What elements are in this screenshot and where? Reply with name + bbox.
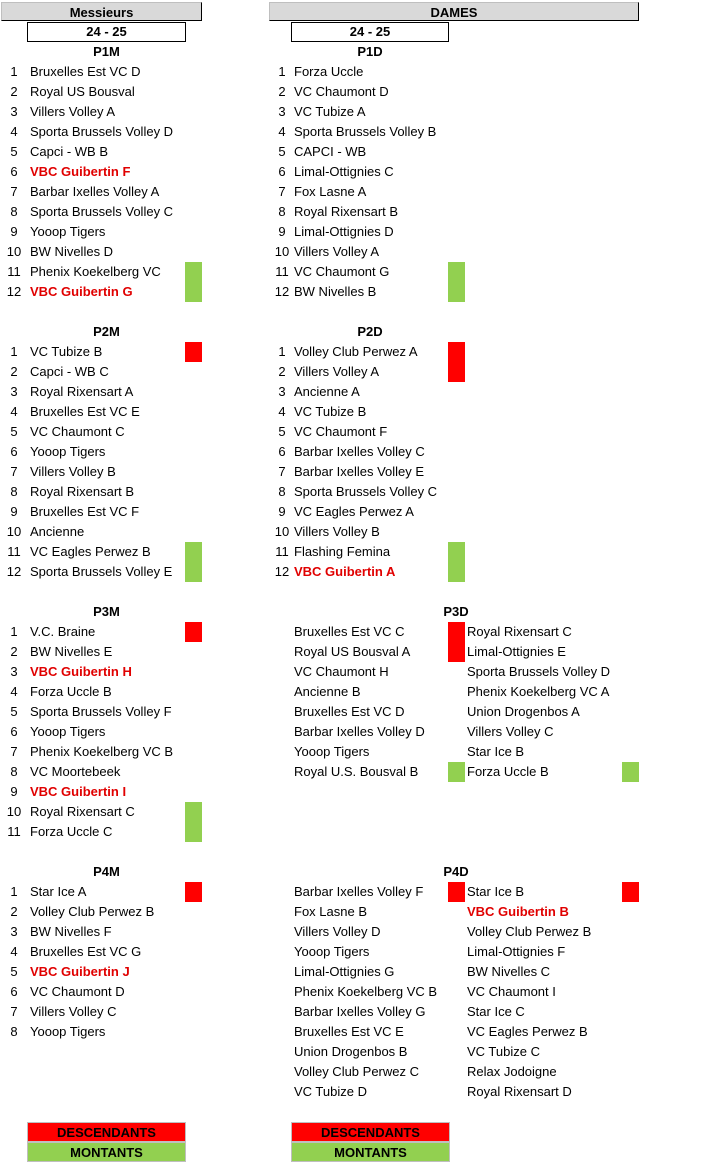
team-name: VBC Guibertin J: [30, 964, 130, 979]
team-name: Bruxelles Est VC E: [30, 404, 140, 419]
team-name: Fox Lasne B: [294, 904, 367, 919]
team-name: Barbar Ixelles Volley C: [294, 444, 425, 459]
team-name: Sporta Brussels Volley D: [467, 664, 611, 679]
team-name: Bruxelles Est VC F: [30, 504, 140, 519]
team-name: Limal-Ottignies F: [467, 944, 566, 959]
team-rank: 4: [10, 124, 18, 139]
team-name: VC Tubize C: [467, 1044, 540, 1059]
team-name: Bruxelles Est VC E: [294, 1024, 404, 1039]
team-name: Volley Club Perwez B: [30, 904, 155, 919]
team-name: Star Ice B: [467, 744, 525, 759]
promotion-marker: [448, 262, 465, 302]
team-name: Villers Volley A: [294, 364, 380, 379]
team-name: Forza Uccle B: [467, 764, 549, 779]
league-title-p2d: P2D: [357, 324, 383, 339]
team-name: Phenix Koekelberg VC A: [467, 684, 610, 699]
team-rank: 6: [278, 444, 286, 459]
team-rank: 3: [10, 924, 18, 939]
team-name: Capci - WB B: [30, 144, 109, 159]
team-name: Barbar Ixelles Volley A: [30, 184, 160, 199]
team-name: VC Tubize B: [294, 404, 367, 419]
team-name: Ancienne B: [294, 684, 361, 699]
team-rank: 6: [278, 164, 286, 179]
team-name: VC Chaumont G: [294, 264, 390, 279]
team-rank: 4: [10, 944, 18, 959]
team-rank: 2: [278, 84, 286, 99]
team-rank: 1: [278, 64, 286, 79]
team-name: Sporta Brussels Volley F: [30, 704, 172, 719]
team-rank: 11: [7, 824, 21, 839]
team-rank: 4: [278, 124, 286, 139]
promotion-marker: [622, 762, 639, 782]
team-rank: 7: [10, 464, 18, 479]
team-rank: 12: [274, 564, 290, 579]
team-name: Limal-Ottignies G: [294, 964, 395, 979]
league-title-p4m: P4M: [93, 864, 120, 879]
team-name: Star Ice C: [467, 1004, 525, 1019]
team-rank: 3: [278, 104, 286, 119]
legend-descendants: DESCENDANTS: [291, 1122, 450, 1142]
team-rank: 7: [10, 184, 18, 199]
team-rank: 8: [278, 484, 286, 499]
team-rank: 10: [6, 524, 22, 539]
team-rank: 1: [278, 344, 286, 359]
team-rank: 11: [275, 264, 289, 279]
team-name: Yooop Tigers: [30, 724, 106, 739]
team-rank: 9: [10, 504, 18, 519]
team-rank: 1: [10, 344, 18, 359]
team-name: VC Eagles Perwez B: [30, 544, 151, 559]
team-rank: 6: [10, 444, 18, 459]
team-name: Limal-Ottignies C: [294, 164, 394, 179]
team-name: Yooop Tigers: [30, 224, 106, 239]
team-rank: 10: [6, 244, 22, 259]
team-name: VC Chaumont H: [294, 664, 389, 679]
team-name: VC Chaumont I: [467, 984, 556, 999]
team-name: VBC Guibertin B: [467, 904, 569, 919]
league-title-p3d: P3D: [443, 604, 469, 619]
team-rank: 2: [10, 364, 18, 379]
team-name: Volley Club Perwez A: [294, 344, 418, 359]
team-name: Flashing Femina: [294, 544, 391, 559]
relegation-marker: [622, 882, 639, 902]
team-rank: 6: [10, 724, 18, 739]
team-name: Villers Volley B: [30, 464, 116, 479]
team-name: Yooop Tigers: [30, 444, 106, 459]
team-name: Forza Uccle: [294, 64, 364, 79]
team-name: Phenix Koekelberg VC: [30, 264, 161, 279]
team-rank: 5: [10, 144, 18, 159]
team-name: Bruxelles Est VC C: [294, 624, 405, 639]
team-rank: 4: [278, 404, 286, 419]
team-name: VBC Guibertin H: [30, 664, 132, 679]
team-rank: 2: [10, 904, 18, 919]
team-name: Star Ice A: [30, 884, 87, 899]
team-name: Volley Club Perwez B: [467, 924, 592, 939]
team-rank: 8: [10, 1024, 18, 1039]
team-name: CAPCI - WB: [294, 144, 367, 159]
team-name: Bruxelles Est VC D: [30, 64, 141, 79]
team-name: Barbar Ixelles Volley D: [294, 724, 425, 739]
team-name: Yooop Tigers: [30, 1024, 106, 1039]
team-name: Limal-Ottignies D: [294, 224, 394, 239]
league-title-p2m: P2M: [93, 324, 120, 339]
team-name: Barbar Ixelles Volley G: [294, 1004, 426, 1019]
team-name: BW Nivelles B: [294, 284, 377, 299]
team-rank: 7: [278, 184, 286, 199]
team-name: Sporta Brussels Volley D: [30, 124, 174, 139]
team-name: Villers Volley A: [294, 244, 380, 259]
team-name: Sporta Brussels Volley B: [294, 124, 437, 139]
team-name: Star Ice B: [467, 884, 525, 899]
promotion-marker: [185, 542, 202, 582]
team-name: VBC Guibertin I: [30, 784, 127, 799]
team-name: BW Nivelles D: [30, 244, 114, 259]
team-name: VC Chaumont C: [30, 424, 125, 439]
team-rank: 9: [10, 224, 18, 239]
team-rank: 5: [10, 964, 18, 979]
team-name: VBC Guibertin F: [30, 164, 131, 179]
team-rank: 8: [278, 204, 286, 219]
team-name: Yooop Tigers: [294, 944, 370, 959]
team-rank: 5: [10, 704, 18, 719]
team-rank: 4: [10, 404, 18, 419]
team-rank: 11: [7, 264, 21, 279]
team-rank: 1: [10, 64, 18, 79]
legend-descendants: DESCENDANTS: [27, 1122, 186, 1142]
team-name: VC Eagles Perwez A: [294, 504, 414, 519]
team-rank: 6: [10, 984, 18, 999]
team-name: Royal Rixensart C: [30, 804, 135, 819]
team-rank: 3: [10, 104, 18, 119]
team-rank: 8: [10, 204, 18, 219]
team-name: VC Tubize D: [294, 1084, 367, 1099]
relegation-marker: [448, 622, 465, 662]
team-name: Villers Volley A: [30, 104, 116, 119]
team-name: VC Chaumont F: [294, 424, 388, 439]
team-name: Royal Rixensart D: [467, 1084, 572, 1099]
team-name: Villers Volley C: [30, 1004, 117, 1019]
team-name: Bruxelles Est VC G: [30, 944, 142, 959]
team-name: BW Nivelles E: [30, 644, 113, 659]
league-title-p4d: P4D: [443, 864, 469, 879]
league-title-p3m: P3M: [93, 604, 120, 619]
team-rank: 10: [274, 524, 290, 539]
team-rank: 3: [10, 664, 18, 679]
season-women: 24 - 25: [291, 22, 449, 42]
team-name: Phenix Koekelberg VC B: [294, 984, 438, 999]
relegation-marker: [448, 342, 465, 382]
team-rank: 10: [6, 804, 22, 819]
team-rank: 1: [10, 624, 18, 639]
team-rank: 2: [10, 84, 18, 99]
team-name: Barbar Ixelles Volley F: [294, 884, 424, 899]
team-rank: 7: [10, 744, 18, 759]
team-name: Royal Rixensart B: [294, 204, 399, 219]
team-rank: 11: [7, 544, 21, 559]
team-rank: 10: [274, 244, 290, 259]
team-name: Union Drogenbos B: [294, 1044, 408, 1059]
team-name: Villers Volley D: [294, 924, 381, 939]
team-rank: 4: [10, 684, 18, 699]
team-rank: 12: [274, 284, 290, 299]
team-rank: 7: [10, 1004, 18, 1019]
team-name: Ancienne: [30, 524, 85, 539]
team-name: Union Drogenbos A: [467, 704, 580, 719]
team-rank: 5: [278, 424, 286, 439]
promotion-marker: [185, 262, 202, 302]
team-name: VBC Guibertin A: [294, 564, 396, 579]
team-name: BW Nivelles C: [467, 964, 551, 979]
team-rank: 9: [278, 224, 286, 239]
team-name: Royal Rixensart A: [30, 384, 134, 399]
team-rank: 1: [10, 884, 18, 899]
team-name: Forza Uccle B: [30, 684, 112, 699]
team-name: Royal Rixensart C: [467, 624, 572, 639]
team-name: Villers Volley B: [294, 524, 380, 539]
team-name: Royal Rixensart B: [30, 484, 135, 499]
season-men: 24 - 25: [27, 22, 186, 42]
team-name: Fox Lasne A: [294, 184, 367, 199]
league-title-p1m: P1M: [93, 44, 120, 59]
team-name: Barbar Ixelles Volley E: [294, 464, 425, 479]
team-name: VC Tubize A: [294, 104, 366, 119]
legend-montants: MONTANTS: [27, 1142, 186, 1162]
team-rank: 8: [10, 484, 18, 499]
team-name: Villers Volley C: [467, 724, 554, 739]
team-rank: 11: [275, 544, 289, 559]
relegation-marker: [185, 622, 202, 642]
team-name: Royal US Bousval A: [294, 644, 411, 659]
team-rank: 12: [6, 564, 22, 579]
team-rank: 9: [278, 504, 286, 519]
promotion-marker: [448, 542, 465, 582]
team-name: BW Nivelles F: [30, 924, 112, 939]
team-name: Royal U.S. Bousval B: [294, 764, 419, 779]
team-rank: 12: [6, 284, 22, 299]
women-header: DAMES: [269, 2, 639, 21]
team-rank: 2: [278, 364, 286, 379]
legend-montants: MONTANTS: [291, 1142, 450, 1162]
team-name: VC Eagles Perwez B: [467, 1024, 588, 1039]
team-rank: 3: [278, 384, 286, 399]
team-rank: 5: [10, 424, 18, 439]
team-name: Royal US Bousval: [30, 84, 135, 99]
team-name: Sporta Brussels Volley C: [30, 204, 174, 219]
team-name: Yooop Tigers: [294, 744, 370, 759]
team-rank: 2: [10, 644, 18, 659]
promotion-marker: [448, 762, 465, 782]
team-name: Phenix Koekelberg VC B: [30, 744, 174, 759]
team-rank: 8: [10, 764, 18, 779]
relegation-marker: [185, 882, 202, 902]
team-name: VC Chaumont D: [30, 984, 125, 999]
team-rank: 7: [278, 464, 286, 479]
relegation-marker: [185, 342, 202, 362]
promotion-marker: [185, 802, 202, 842]
team-rank: 3: [10, 384, 18, 399]
team-name: Capci - WB C: [30, 364, 109, 379]
team-rank: 6: [10, 164, 18, 179]
league-title-p1d: P1D: [357, 44, 383, 59]
team-rank: 5: [278, 144, 286, 159]
team-name: Forza Uccle C: [30, 824, 113, 839]
team-name: VBC Guibertin G: [30, 284, 133, 299]
team-name: VC Moortebeek: [30, 764, 121, 779]
team-name: Ancienne A: [294, 384, 360, 399]
team-name: VC Tubize B: [30, 344, 103, 359]
team-rank: 9: [10, 784, 18, 799]
team-name: VC Chaumont D: [294, 84, 389, 99]
team-name: Volley Club Perwez C: [294, 1064, 419, 1079]
team-name: Relax Jodoigne: [467, 1064, 557, 1079]
team-name: Bruxelles Est VC D: [294, 704, 405, 719]
men-header: Messieurs: [1, 2, 202, 21]
relegation-marker: [448, 882, 465, 902]
team-name: Limal-Ottignies E: [467, 644, 566, 659]
team-name: Sporta Brussels Volley C: [294, 484, 438, 499]
team-name: V.C. Braine: [30, 624, 96, 639]
team-name: Sporta Brussels Volley E: [30, 564, 173, 579]
